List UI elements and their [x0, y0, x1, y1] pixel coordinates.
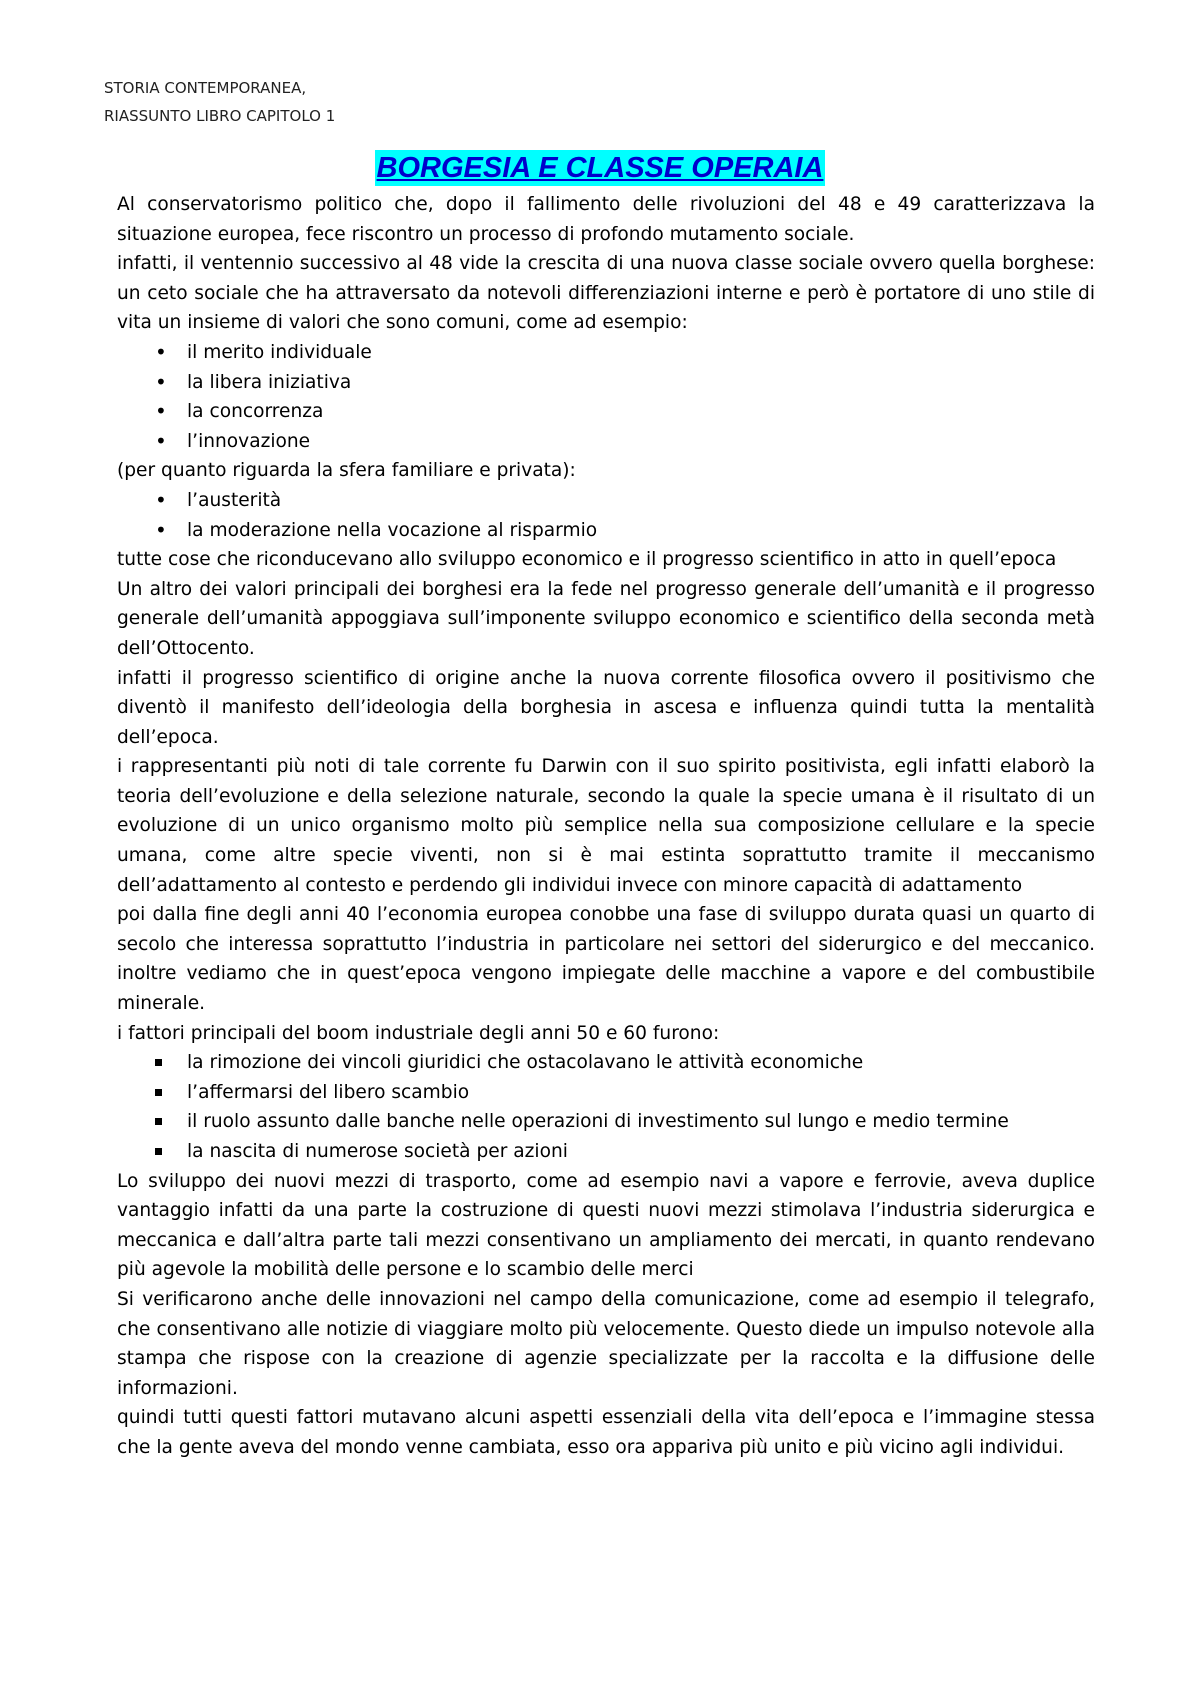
list-item	[117, 338, 1095, 368]
square-bullet-icon	[155, 1148, 162, 1155]
factors-list	[117, 1048, 1095, 1166]
document-title: BORGESIA E CLASSE OPERAIA	[376, 152, 824, 184]
list-item-text: la concorrenza	[187, 401, 324, 423]
paragraph-6: infatti il progresso scientifico di origine anche la nuova corrente filosofica ovvero il positivismo che diventò il manifesto dell’ideologia della borghesia in ascesa e influenza quindi tutta la mentalità dell’epoca.	[117, 667, 1095, 748]
bullet-icon: •	[155, 339, 167, 364]
list-item-text: l’austerità	[187, 489, 282, 511]
paragraph-3: (per quanto riguarda la sfera familiare e privata):	[117, 460, 576, 482]
list-item-text: la rimozione dei vincoli giuridici che ostacolavano le attività economiche	[187, 1052, 864, 1074]
paragraph-9: i fattori principali del boom industriale degli anni 50 e 60 furono:	[117, 1022, 720, 1044]
list-item	[117, 427, 1095, 457]
list-item	[117, 486, 1095, 516]
values-list	[117, 338, 1095, 456]
paragraph-12: quindi tutti questi fattori mutavano alcuni aspetti essenziali della vita dell’epoca e l’immagine stessa che la gente aveva del mondo venne cambiata, esso ora appariva più unito e più vicino agli individui.	[117, 1407, 1095, 1458]
document-header	[104, 74, 335, 130]
list-item-text: l’innovazione	[187, 430, 311, 452]
bullet-icon: •	[155, 428, 167, 453]
paragraph-5: Un altro dei valori principali dei borghesi era la fede nel progresso generale dell’umanità e il progresso generale dell’umanità appoggiava sull’imponente sviluppo economico e scientifico della seconda metà dell’Ottocento.	[117, 578, 1095, 659]
list-item	[117, 1078, 1095, 1108]
paragraph-10: Lo sviluppo dei nuovi mezzi di trasporto, come ad esempio navi a vapore e ferrovie, aveva duplice vantaggio infatti da una parte la costruzione di questi nuovi mezzi stimolava l’industria siderurgica e meccanica e dall’altra parte tali mezzi consentivano un ampliamento dei mercati, in quanto rendevano più agevole la mobilità delle persone e lo scambio delle merci	[117, 1170, 1095, 1281]
square-bullet-icon	[155, 1059, 162, 1066]
paragraph-11: Si verificarono anche delle innovazioni nel campo della comunicazione, come ad esempio il telegrafo, che consentivano alle notizie di viaggiare molto più velocemente. Questo diede un impulso notevole alla stampa che rispose con la creazione di agenzie specializzate per la raccolta e la diffusione delle informazioni.	[117, 1288, 1095, 1399]
square-bullet-icon	[155, 1118, 162, 1125]
list-item	[117, 516, 1095, 546]
list-item	[117, 368, 1095, 398]
bullet-icon: •	[155, 487, 167, 512]
list-item-text: la libera iniziativa	[187, 371, 352, 393]
header-course: STORIA CONTEMPORANEA,	[104, 79, 307, 97]
paragraph-1: Al conservatorismo politico che, dopo il fallimento delle rivoluzioni del 48 e 49 caratterizzava la situazione europea, fece riscontro un processo di profondo mutamento sociale.	[117, 194, 1095, 245]
list-item-text: la nascita di numerose società per azioni	[187, 1141, 568, 1162]
paragraph-7: i rappresentanti più noti di tale corrente fu Darwin con il suo spirito positivista, egli infatti elaborò la teoria dell’evoluzione e della selezione naturale, secondo la quale la specie umana è il risultato di un evoluzione di un unico organismo molto più semplice nella sua composizione cellulare e la specie umana, come altre specie viventi, non si è mai estinta soprattutto tramite il meccanismo dell’adattamento al contesto e perdendo gli individui invece con minore capacità di adattamento	[117, 756, 1095, 896]
list-item	[117, 1137, 1095, 1167]
private-values-list	[117, 486, 1095, 545]
header-subtitle: RIASSUNTO LIBRO CAPITOLO 1	[104, 107, 336, 125]
list-item-text: il merito individuale	[187, 341, 372, 363]
list-item	[117, 1048, 1095, 1078]
list-item-text: la moderazione nella vocazione al risparmio	[187, 519, 598, 541]
paragraph-8: poi dalla fine degli anni 40 l’economia europea conobbe una fase di sviluppo durata quasi un quarto di secolo che interessa soprattutto l’industria in particolare nei settori del siderurgico e del meccanico. inoltre vediamo che in quest’epoca vengono impiegate delle macchine a vapore e del combustibile minerale.	[117, 904, 1095, 1015]
list-item-text: l’affermarsi del libero scambio	[187, 1081, 470, 1103]
bullet-icon: •	[155, 399, 167, 424]
paragraph-4: tutte cose che riconducevano allo sviluppo economico e il progresso scientifico in atto in quell’epoca	[117, 549, 1057, 571]
paragraph-2: infatti, il ventennio successivo al 48 vide la crescita di una nuova classe sociale ovvero quella borghese: un ceto sociale che ha attraversato da notevoli differenziazioni interne e però è portatore di uno stile di vita un insieme di valori che sono comuni, come ad esempio:	[117, 253, 1095, 334]
bullet-icon: •	[155, 517, 167, 542]
list-item-text: il ruolo assunto dalle banche nelle operazioni di investimento sul lungo e medio termine	[187, 1111, 1009, 1133]
bullet-icon: •	[155, 369, 167, 394]
square-bullet-icon	[155, 1089, 162, 1096]
title-container	[0, 150, 1200, 186]
list-item	[117, 1107, 1095, 1137]
list-item	[117, 397, 1095, 427]
document-body	[117, 190, 1095, 1463]
